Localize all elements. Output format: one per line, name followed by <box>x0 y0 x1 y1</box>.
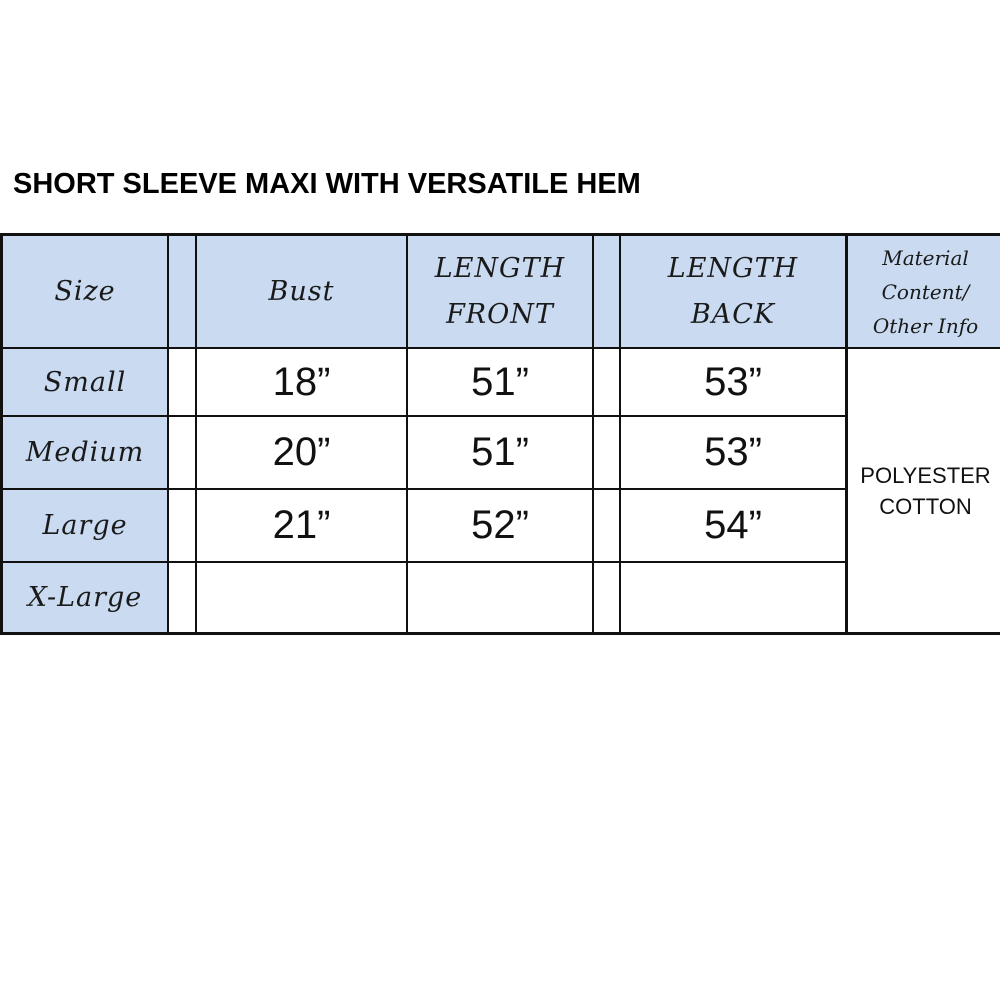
cell-small-front <box>408 349 592 415</box>
material-line2: COTTON <box>879 493 972 519</box>
size-label-large: Large <box>42 510 128 541</box>
value-small-back: 53” <box>704 359 762 404</box>
value-medium-back: 53” <box>704 430 762 474</box>
header-material-line3: Other Info <box>872 313 979 338</box>
material-line1: POLYESTER <box>860 462 991 488</box>
value-small-front: 51” <box>471 359 529 404</box>
divider-v3 <box>406 236 408 632</box>
divider-v4 <box>592 236 594 632</box>
header-length-back-cell <box>621 236 845 347</box>
size-chart-table <box>0 233 1000 635</box>
divider-v5 <box>619 236 621 632</box>
size-cell-medium <box>3 417 167 488</box>
header-material-line2: Content/ <box>881 279 970 304</box>
divider-row2 <box>3 488 848 490</box>
size-cell-xlarge <box>3 563 167 632</box>
cell-large-bust <box>197 490 406 561</box>
size-label-xlarge: X-Large <box>27 582 143 613</box>
header-spacer-2 <box>594 236 619 347</box>
cell-medium-front <box>408 417 592 488</box>
header-size: Size <box>54 275 116 307</box>
cell-small-back <box>621 349 845 415</box>
header-length-front-cell <box>408 236 592 347</box>
divider-row3 <box>3 561 848 563</box>
value-medium-front: 51” <box>471 430 529 474</box>
value-medium-bust: 20” <box>272 430 331 474</box>
cell-large-front <box>408 490 592 561</box>
cell-large-back <box>621 490 845 561</box>
size-label-medium: Medium <box>25 437 145 468</box>
header-size-cell <box>3 236 167 347</box>
header-length-front-line2: FRONT <box>446 298 554 330</box>
divider-row1 <box>3 415 848 417</box>
size-cell-large <box>3 490 167 561</box>
header-bust-cell <box>197 236 406 347</box>
divider-v6 <box>845 236 848 632</box>
cell-xlarge-front <box>408 563 592 632</box>
cell-medium-bust <box>197 417 406 488</box>
divider-v2 <box>195 236 197 632</box>
material-cell <box>848 349 1000 632</box>
value-large-back: 54” <box>704 503 762 547</box>
value-large-bust: 21” <box>272 503 331 547</box>
cell-xlarge-bust <box>197 563 406 632</box>
cell-small-bust <box>197 349 406 415</box>
divider-v1 <box>167 236 169 632</box>
value-large-front: 52” <box>471 503 529 547</box>
header-material-line1: Material <box>882 245 969 270</box>
header-material-cell <box>848 236 1000 347</box>
header-spacer-1 <box>169 236 195 347</box>
cell-medium-back <box>621 417 845 488</box>
size-label-small: Small <box>43 366 127 398</box>
cell-xlarge-back <box>621 563 845 632</box>
header-bust: Bust <box>268 275 335 307</box>
value-small-bust: 18” <box>272 359 331 404</box>
header-length-back-line1: LENGTH <box>667 252 799 284</box>
header-length-back-line2: BACK <box>690 298 776 330</box>
header-length-front-line1: LENGTH <box>434 252 566 284</box>
page-title: SHORT SLEEVE MAXI WITH VERSATILE HEM <box>13 168 641 200</box>
divider-header <box>3 347 1000 349</box>
size-cell-small <box>3 349 167 415</box>
